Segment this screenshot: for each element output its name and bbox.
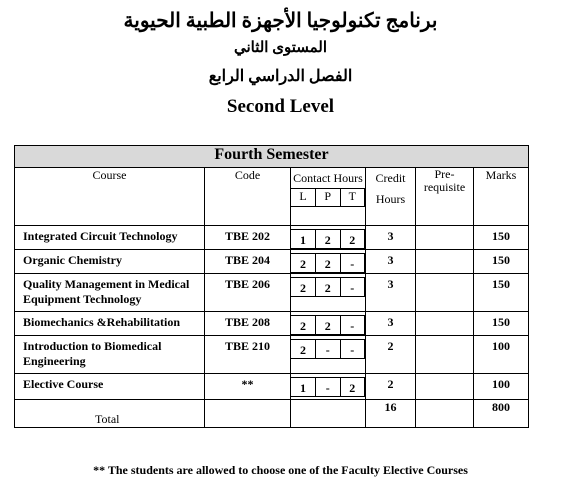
header-course: Course (15, 168, 205, 226)
prerequisite (416, 226, 474, 250)
contact-l: 1 (291, 378, 316, 397)
contact-t: - (340, 254, 365, 273)
contact-hours-cell (291, 226, 366, 250)
contact-t: - (340, 340, 365, 359)
credit-hours: 2 (366, 336, 416, 374)
prerequisite (416, 336, 474, 374)
credit-hours: 3 (366, 250, 416, 274)
total-code (205, 400, 291, 428)
contact-l: 2 (291, 316, 316, 335)
course-code: TBE 206 (205, 274, 291, 312)
credit-hours: 3 (366, 274, 416, 312)
total-marks: 800 (474, 400, 529, 428)
semester-table (14, 145, 529, 428)
credit-hours: 3 (366, 226, 416, 250)
marks: 100 (474, 374, 529, 400)
prerequisite (416, 274, 474, 312)
course-name: Elective Course (15, 374, 205, 400)
course-code: TBE 202 (205, 226, 291, 250)
contact-p: 2 (316, 316, 341, 335)
prerequisite (416, 374, 474, 400)
contact-p: - (316, 378, 341, 397)
contact-p: 2 (316, 254, 341, 273)
course-code: ** (205, 374, 291, 400)
marks: 150 (474, 274, 529, 312)
table-row (15, 374, 529, 400)
course-name: Biomechanics &Rehabilitation (15, 312, 205, 336)
marks: 150 (474, 312, 529, 336)
header-lecture: L (291, 189, 316, 207)
contact-t: - (340, 278, 365, 297)
contact-l: 2 (291, 278, 316, 297)
contact-t: - (340, 316, 365, 335)
total-row (15, 400, 529, 428)
course-name: Integrated Circuit Technology (15, 226, 205, 250)
course-name: Organic Chemistry (15, 250, 205, 274)
prerequisite (416, 250, 474, 274)
course-code: TBE 208 (205, 312, 291, 336)
course-code: TBE 210 (205, 336, 291, 374)
arabic-semester-title: الفصل الدراسي الرابع (208, 68, 353, 85)
contact-hours-cell (291, 374, 366, 400)
header-tutorial: T (340, 189, 365, 207)
contact-hours-cell (291, 312, 366, 336)
contact-t: 2 (340, 378, 365, 397)
contact-l: 2 (291, 254, 316, 273)
header-credit-hours: Credit Hours (366, 168, 416, 226)
contact-hours-cell (291, 250, 366, 274)
level-title: Second Level (226, 96, 335, 117)
total-label: Total (15, 400, 205, 428)
course-code: TBE 204 (205, 250, 291, 274)
arabic-program-title: برنامج تكنولوجيا الأجهزة الطبية الحيوية (123, 10, 438, 32)
contact-hours-cell (291, 336, 366, 374)
contact-l: 1 (291, 230, 316, 249)
total-contact (291, 400, 366, 428)
header-contact-hours (291, 168, 366, 226)
header-practical: P (316, 189, 341, 207)
course-name: Introduction to Biomedical Engineering (15, 336, 205, 374)
header-marks: Marks (474, 168, 529, 226)
total-prereq (416, 400, 474, 428)
credit-hours: 2 (366, 374, 416, 400)
contact-p: 2 (316, 230, 341, 249)
header-prerequisite: Pre-requisite (416, 168, 474, 226)
semester-title: Fourth Semester (15, 146, 529, 168)
contact-p: - (316, 340, 341, 359)
table-row (15, 226, 529, 250)
table-row (15, 336, 529, 374)
table-row (15, 250, 529, 274)
table-row (15, 312, 529, 336)
total-credit: 16 (366, 400, 416, 428)
arabic-level-title: المستوى الثاني (233, 40, 328, 56)
contact-p: 2 (316, 278, 341, 297)
credit-hours: 3 (366, 312, 416, 336)
header-contact-label: Contact Hours (293, 171, 363, 185)
contact-hours-cell (291, 274, 366, 312)
footnote: ** The students are allowed to choose one of the Faculty Elective Courses (93, 463, 468, 477)
table-row (15, 274, 529, 312)
header-code: Code (205, 168, 291, 226)
contact-t: 2 (340, 230, 365, 249)
course-name: Quality Management in Medical Equipment Technology (15, 274, 205, 312)
marks: 100 (474, 336, 529, 374)
marks: 150 (474, 226, 529, 250)
prerequisite (416, 312, 474, 336)
marks: 150 (474, 250, 529, 274)
contact-l: 2 (291, 340, 316, 359)
